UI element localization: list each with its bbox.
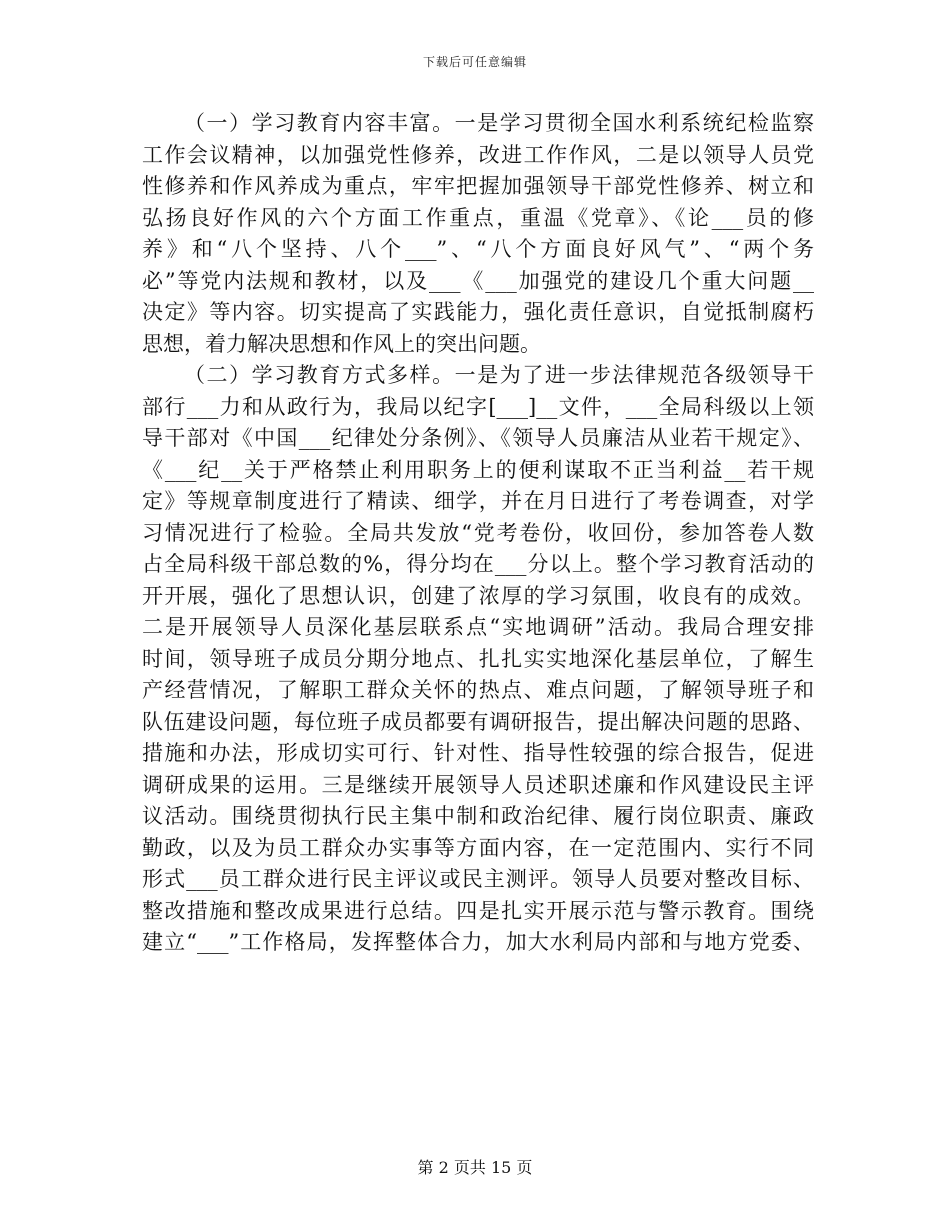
text-line: 养》和“八个坚持、八个___”、“八个方面良好风气”、“两个务 xyxy=(142,237,814,261)
text-line: 勤政，以及为员工群众办实事等方面内容，在一定范围内、实行不同 xyxy=(142,835,814,860)
text-line: 弘扬良好作风的六个方面工作重点，重温《党章》、《论___员的修 xyxy=(142,205,814,230)
text-line: 性修养和作风养成为重点，牢牢把握加强领导干部党性修养、树立和 xyxy=(142,174,814,198)
text-line: 《___纪__关于严格禁止利用职务上的便利谋取不正当利益__若干规 xyxy=(142,457,814,482)
text-line: 产经营情况，了解职工群众关怀的热点、难点问题，了解领导班子和 xyxy=(142,678,814,702)
text-line: 建立“___”工作格局，发挥整体合力，加大水利局内部和与地方党委、 xyxy=(142,930,814,954)
text-line: 占全局科级干部总数的%，得分均在___分以上。整个学习教育活动的 xyxy=(142,552,814,576)
text-line: 调研成果的运用。三是继续开展领导人员述职述廉和作风建设民主评 xyxy=(142,772,814,797)
document-body xyxy=(142,108,814,959)
text-line: 议活动。围绕贯彻执行民主集中制和政治纪律、履行岗位职责、廉政 xyxy=(142,804,814,828)
text-line: （二）学习教育方式多样。一是为了进一步法律规范各级领导干 xyxy=(184,363,814,387)
page-footer: 第 2 页共 15 页 xyxy=(417,1158,533,1177)
text-line: 导干部对《中国___纪律处分条例》、《领导人员廉洁从业若干规定》、 xyxy=(142,426,814,450)
text-line: 部行___力和从政行为，我局以纪字[___]__文件，___全局科级以上领 xyxy=(142,394,814,419)
page-header: 下载后可任意编辑 xyxy=(422,55,527,69)
text-line: 整改措施和整改成果进行总结。四是扎实开展示范与警示教育。围绕 xyxy=(142,898,814,923)
text-line: 习情况进行了检验。全局共发放“党考卷份，收回份，参加答卷人数 xyxy=(142,520,814,545)
text-line: 二是开展领导人员深化基层联系点“实地调研”活动。我局合理安排 xyxy=(142,615,814,639)
text-line: 定》等规章制度进行了精读、细学，并在月日进行了考卷调查，对学 xyxy=(142,489,814,513)
text-line: 必”等党内法规和教材，以及___《___加强党的建设几个重大问题__ xyxy=(142,268,814,293)
text-line: 开开展，强化了思想认识，创建了浓厚的学习氛围，收良有的成效。 xyxy=(142,583,814,608)
text-line: （一）学习教育内容丰富。一是学习贯彻全国水利系统纪检监察 xyxy=(184,111,814,135)
text-line: 思想，着力解决思想和作风上的突出问题。 xyxy=(142,331,541,356)
text-line: 工作会议精神，以加强党性修养，改进工作作风，二是以领导人员党 xyxy=(142,142,814,167)
text-line: 形式___员工群众进行民主评议或民主测评。领导人员要对整改目标、 xyxy=(142,867,814,891)
text-line: 措施和办法，形成切实可行、针对性、指导性较强的综合报告，促进 xyxy=(142,741,814,765)
text-line: 时间，领导班子成员分期分地点、扎扎实实地深化基层单位，了解生 xyxy=(142,646,814,671)
text-line: 队伍建设问题，每位班子成员都要有调研报告，提出解决问题的思路、 xyxy=(142,709,814,734)
text-line: 决定》等内容。切实提高了实践能力，强化责任意识，自觉抵制腐朽 xyxy=(142,300,814,324)
